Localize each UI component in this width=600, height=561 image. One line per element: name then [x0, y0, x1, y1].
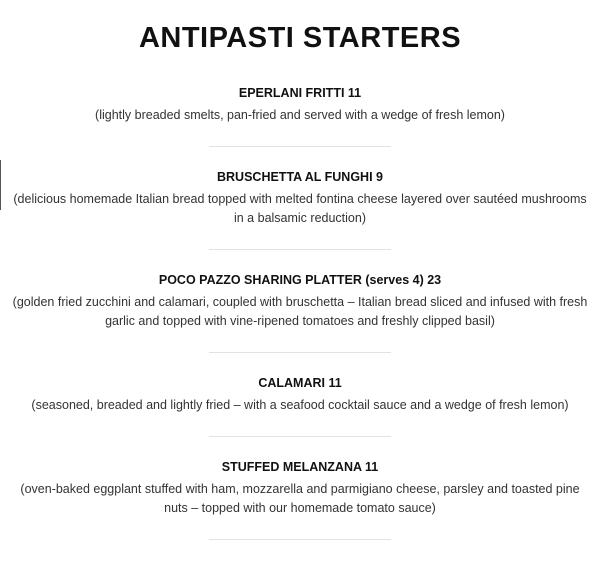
menu-item-description: (delicious homemade Italian bread topped with melted fontina cheese layered over sautéed mushrooms in a balsamic reduction) [13, 192, 587, 225]
menu-item [0, 168, 600, 250]
menu-list [0, 80, 600, 561]
divider [209, 146, 391, 147]
menu-item [0, 271, 600, 353]
menu-item-name: POCO PAZZO SHARING PLATTER (serves 4) 23 [158, 273, 442, 287]
divider [209, 436, 391, 437]
menu-item-description: (oven-baked eggplant stuffed with ham, mozzarella and parmigiano cheese, parsley and toasted pine nuts – topped with our homemade tomato sauce) [20, 482, 580, 515]
menu-item [0, 374, 600, 437]
menu-item-name: EPERLANI FRITTI 11 [238, 86, 362, 100]
menu-item [0, 458, 600, 540]
menu-item-description: (golden fried zucchini and calamari, coupled with bruschetta – Italian bread sliced and infused with fresh garlic and topped with vine-ripened tomatoes and freshly clipped basil) [12, 295, 588, 328]
divider [209, 249, 391, 250]
menu-item-name: CALAMARI 11 [258, 376, 342, 390]
menu-item-name: STUFFED MELANZANA 11 [221, 460, 379, 474]
menu-item-name: BRUSCHETTA AL FUNGHI 9 [217, 170, 383, 184]
divider [209, 539, 391, 540]
divider [209, 352, 391, 353]
page-title: ANTIPASTI STARTERS [138, 22, 462, 54]
menu-item-description: (lightly breaded smelts, pan-fried and served with a wedge of fresh lemon) [95, 108, 505, 122]
menu-item [0, 84, 600, 147]
menu-item-description: (seasoned, breaded and lightly fried – with a seafood cocktail sauce and a wedge of fresh lemon) [31, 398, 569, 412]
